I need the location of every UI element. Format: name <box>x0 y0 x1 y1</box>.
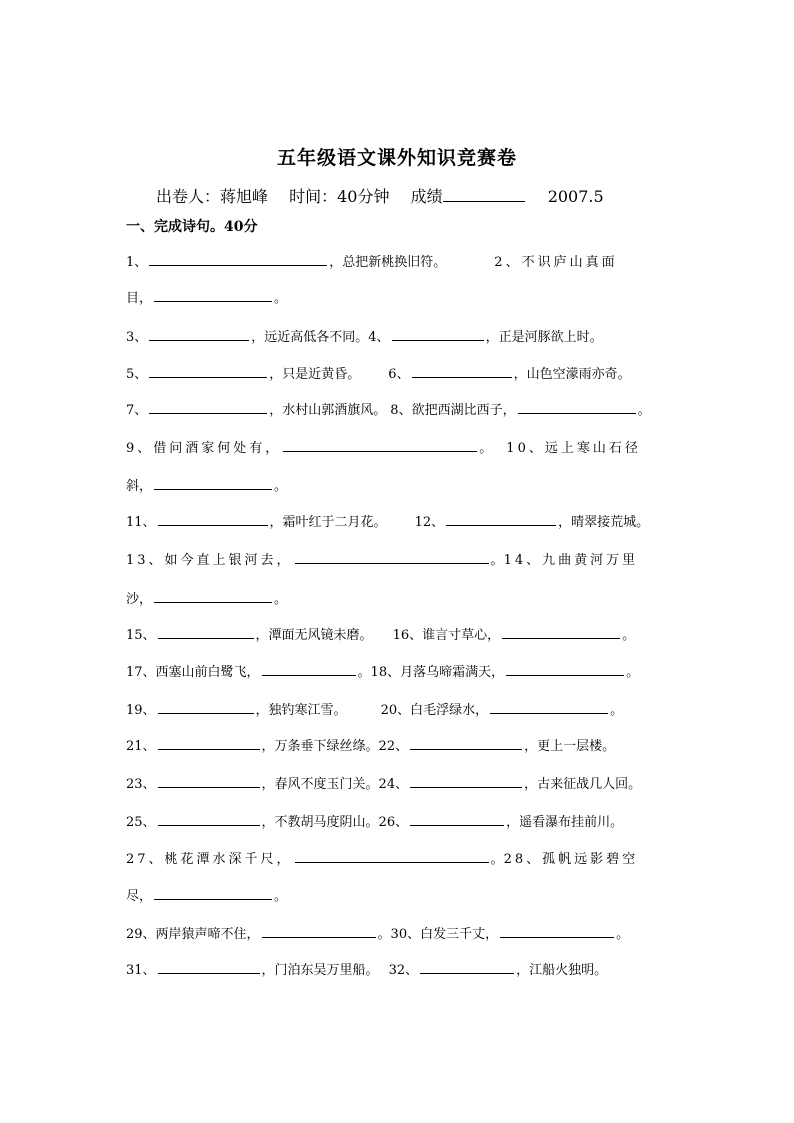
q28-blank[interactable] <box>154 886 272 900</box>
q21-text: ，万条垂下绿丝绦。22、 <box>261 739 409 754</box>
q6-blank[interactable] <box>412 364 512 378</box>
q24-text: ，古来征战几人回。 <box>524 777 642 792</box>
page-title: 五年级语文课外知识竞赛卷 <box>276 147 517 169</box>
q12-number: 12、 <box>414 515 445 530</box>
time-text: 时间：40分钟 <box>289 187 390 206</box>
exam-meta <box>156 184 716 207</box>
q8-text: 8、欲把西湖比西子， <box>390 403 516 418</box>
question-row <box>126 849 670 869</box>
question-row <box>126 288 670 308</box>
q2-blank[interactable] <box>154 288 272 302</box>
q31-blank[interactable] <box>158 960 260 974</box>
section-heading: 一、完成诗句。40分 <box>126 219 258 235</box>
q24-blank[interactable] <box>410 774 522 788</box>
question-row <box>126 924 670 944</box>
q25-blank[interactable] <box>158 812 260 826</box>
q30-end: 。 <box>616 927 630 942</box>
question-row <box>126 774 670 794</box>
q18-blank[interactable] <box>506 662 624 676</box>
q21-number: 21、 <box>126 739 156 754</box>
q8-blank[interactable] <box>518 400 636 414</box>
q7-text: ，水村山郭酒旗风。 <box>269 403 387 418</box>
q27-blank[interactable] <box>295 849 489 863</box>
q10-text: 10、远上寒山石径 <box>506 441 641 456</box>
question-row <box>126 589 670 609</box>
q16-text: 16、谁言寸草心， <box>392 628 501 643</box>
q11-blank[interactable] <box>158 512 268 526</box>
q14-end: 。 <box>274 592 288 607</box>
q27-text: 27、桃花潭水深千尺， <box>126 852 293 867</box>
q32-blank[interactable] <box>420 960 514 974</box>
q19-blank[interactable] <box>158 700 254 714</box>
question-row <box>126 364 670 384</box>
q12-text: ，晴翠接荒城。 <box>558 515 650 530</box>
q4-blank[interactable] <box>392 327 484 341</box>
q28-end: 。 <box>274 889 288 904</box>
q9-end: 。 <box>479 441 493 456</box>
q27-end: 。 <box>490 852 504 867</box>
q31-text: ，门泊东吴万里船。 <box>261 963 379 978</box>
q10-text-cont: 斜， <box>126 479 153 494</box>
q3-text: ，远近高低各不同。4、 <box>251 330 390 345</box>
q11-number: 11、 <box>126 515 156 530</box>
q29-blank[interactable] <box>262 924 376 938</box>
q9-blank[interactable] <box>283 438 477 452</box>
q6-number: 6、 <box>388 367 410 382</box>
question-row <box>126 960 670 980</box>
score-blank[interactable] <box>443 185 525 202</box>
q32-number: 32、 <box>388 963 419 978</box>
q19-text: ，独钓寒江雪。 <box>255 703 347 718</box>
q1-number: 1、 <box>126 255 148 270</box>
q11-text: ，霜叶红于二月花。 <box>269 515 387 530</box>
question-row <box>126 625 670 645</box>
q16-blank[interactable] <box>502 625 620 639</box>
q18-end: 。 <box>626 665 640 680</box>
q26-blank[interactable] <box>410 812 504 826</box>
question-row <box>126 700 670 720</box>
q26-text: ，遥看瀑布挂前川。 <box>506 815 624 830</box>
q12-blank[interactable] <box>446 512 556 526</box>
q17-end: 。18、月落乌啼霜满天， <box>357 665 505 680</box>
q14-text: 14、九曲黄河万里 <box>503 553 639 568</box>
q16-end: 。 <box>622 628 636 643</box>
q31-number: 31、 <box>126 963 156 978</box>
question-row <box>126 886 670 906</box>
question-row <box>126 438 670 458</box>
q5-text: ，只是近黄昏。 <box>269 367 361 382</box>
q14-text-cont: 沙， <box>126 592 153 607</box>
q5-number: 5、 <box>126 367 148 382</box>
q13-text: 13、如今直上银河去， <box>126 553 293 568</box>
q7-number: 7、 <box>126 403 148 418</box>
question-row <box>126 400 670 420</box>
question-row <box>126 550 670 570</box>
q17-text: 17、西塞山前白鹭飞， <box>126 665 260 680</box>
q20-end: 。 <box>610 703 624 718</box>
q15-blank[interactable] <box>158 625 254 639</box>
q10-blank[interactable] <box>154 476 272 490</box>
question-row <box>126 327 670 347</box>
q30-blank[interactable] <box>500 924 614 938</box>
q8-end: 。 <box>637 403 651 418</box>
q13-end: 。 <box>490 553 504 568</box>
q15-text: ，潭面无风镜未磨。 <box>255 628 373 643</box>
q1-blank[interactable] <box>149 252 327 266</box>
q32-text: ，江船火独明。 <box>516 963 608 978</box>
q19-number: 19、 <box>126 703 156 718</box>
score-label: 成绩 <box>410 187 443 206</box>
q20-blank[interactable] <box>490 700 608 714</box>
question-row <box>126 512 670 532</box>
q28-text-cont: 尽， <box>126 889 153 904</box>
q23-number: 23、 <box>126 777 156 792</box>
q7-blank[interactable] <box>149 400 267 414</box>
q29-end: 。30、白发三千丈， <box>377 927 499 942</box>
q1-text: ，总把新桃换旧符。 <box>329 255 447 270</box>
q3-number: 3、 <box>126 330 148 345</box>
q23-text: ，春风不度玉门关。24、 <box>261 777 409 792</box>
q29-text: 29、两岸猿声啼不住， <box>126 927 260 942</box>
date-text: 2007.5 <box>547 187 604 206</box>
q2-end: 。 <box>274 291 288 306</box>
q22-blank[interactable] <box>410 736 522 750</box>
q25-number: 25、 <box>126 815 156 830</box>
q9-text: 9、借问酒家何处有， <box>126 441 282 456</box>
q20-text: 20、白毛浮绿水， <box>380 703 489 718</box>
q10-end: 。 <box>274 479 288 494</box>
question-row <box>126 252 670 272</box>
q14-blank[interactable] <box>154 589 272 603</box>
q2-text-cont: 目， <box>126 291 153 306</box>
q5-blank[interactable] <box>149 364 267 378</box>
q15-number: 15、 <box>126 628 156 643</box>
question-row <box>126 662 670 682</box>
q21-blank[interactable] <box>158 736 260 750</box>
q2-text: 2、不识庐山真面 <box>494 255 618 270</box>
q22-text: ，更上一层楼。 <box>524 739 616 754</box>
q23-blank[interactable] <box>158 774 260 788</box>
q28-text: 28、孤帆远影碧空 <box>503 852 639 867</box>
q13-blank[interactable] <box>295 550 489 564</box>
question-row <box>126 736 670 756</box>
question-row <box>126 812 670 832</box>
question-row <box>126 476 670 496</box>
author-text: 出卷人：蒋旭峰 <box>156 187 269 206</box>
q17-blank[interactable] <box>262 662 356 676</box>
q3-blank[interactable] <box>149 327 249 341</box>
q6-text: ，山色空濛雨亦奇。 <box>513 367 631 382</box>
q25-text: ，不教胡马度阴山。26、 <box>261 815 409 830</box>
q4-text: ，正是河豚欲上时。 <box>485 330 603 345</box>
